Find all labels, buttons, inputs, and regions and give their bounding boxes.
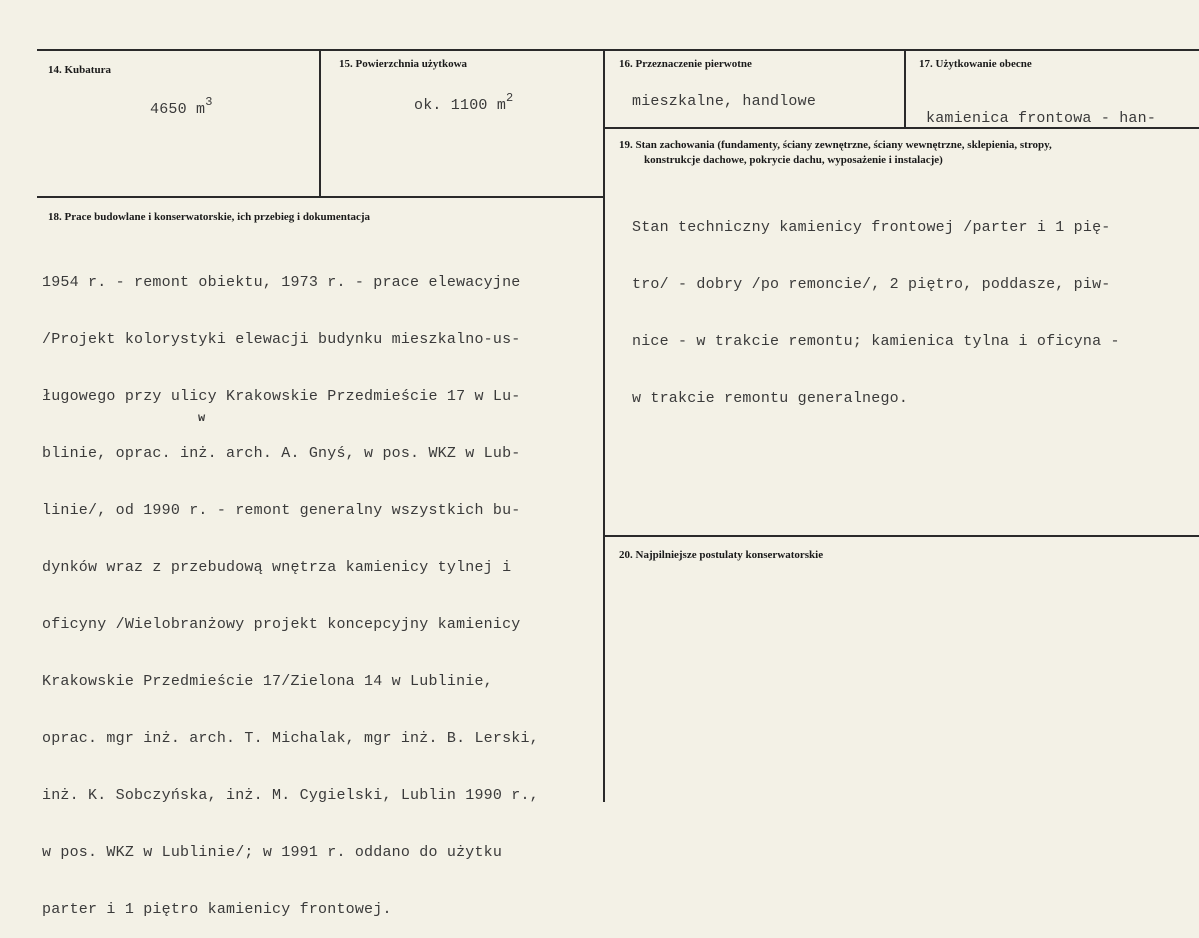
- col-divider-center: [603, 49, 605, 802]
- works-line-7: oficyny /Wielobranżowy projekt koncepcyjny kamienicy: [42, 616, 521, 633]
- cubature-value: 4650 m: [150, 101, 206, 118]
- row-divider-line-right: [603, 127, 1199, 129]
- col-divider-14-15: [319, 49, 321, 197]
- works-line-8: Krakowskie Przedmieście 17/Zielona 14 w Lublinie,: [42, 673, 493, 690]
- current-use-line-1: kamienica frontowa - han-: [926, 110, 1157, 127]
- section-18-label: 18. Prace budowlane i konserwatorskie, ich przebieg i dokumentacja: [48, 211, 371, 223]
- works-line-6: dynków wraz z przebudową wnętrza kamienicy tylnej i: [42, 559, 512, 576]
- section-14-value: [150, 97, 213, 118]
- section-18-text: [42, 235, 539, 938]
- condition-line-3: nice - w trakcie remontu; kamienica tylna i oficyna -: [632, 333, 1120, 350]
- section-20-label: 20. Najpilniejsze postulaty konserwatorskie: [619, 549, 824, 561]
- handwritten-insert-mark: w: [198, 411, 206, 425]
- works-line-2: /Projekt kolorystyki elewacji budynku mieszkalno-us-: [42, 331, 521, 348]
- section-20-divider-line: [603, 535, 1199, 537]
- section-16-label: 16. Przeznaczenie pierwotne: [619, 58, 752, 70]
- section-17-text: [926, 74, 1156, 127]
- section-19-label-line-1: 19. Stan zachowania (fundamenty, ściany zewnętrzne, ściany wewnętrzne, sklepienia, stropy,: [619, 139, 1052, 151]
- condition-line-2: tro/ - dobry /po remoncie/, 2 piętro, poddasze, piw-: [632, 276, 1111, 293]
- usable-area-unit-exponent: 2: [506, 91, 514, 105]
- section-14-label: 14. Kubatura: [48, 64, 111, 76]
- condition-line-4: w trakcie remontu generalnego.: [632, 390, 909, 407]
- works-line-12: parter i 1 piętro kamienicy frontowej.: [42, 901, 392, 918]
- works-line-9: oprac. mgr inż. arch. T. Michalak, mgr inż. B. Lerski,: [42, 730, 539, 747]
- section-15-value: [414, 93, 513, 114]
- section-16-value: mieszkalne, handlowe: [632, 93, 817, 110]
- top-border-line: [37, 49, 1199, 51]
- section-19-label-line-2: konstrukcje dachowe, pokrycie dachu, wyposażenie i instalacje): [644, 154, 943, 166]
- works-line-1: 1954 r. - remont obiektu, 1973 r. - prace elewacyjne: [42, 274, 521, 291]
- works-line-4: blinie, oprac. inż. arch. A. Gnyś, w pos. WKZ w Lub-: [42, 445, 521, 462]
- works-line-10: inż. K. Sobczyńska, inż. M. Cygielski, Lublin 1990 r.,: [42, 787, 539, 804]
- works-line-5: linie/, od 1990 r. - remont generalny wszystkich bu-: [42, 502, 521, 519]
- cubature-unit-exponent: 3: [205, 95, 213, 109]
- section-17-label: 17. Użytkowanie obecne: [919, 58, 1032, 70]
- col-divider-16-17: [904, 49, 906, 129]
- works-line-11: w pos. WKZ w Lublinie/; w 1991 r. oddano do użytku: [42, 844, 503, 861]
- section-15-label: 15. Powierzchnia użytkowa: [339, 58, 468, 70]
- works-line-3: ługowego przy ulicy Krakowskie Przedmieście 17 w Lu-: [42, 388, 521, 405]
- condition-line-1: Stan techniczny kamienicy frontowej /parter i 1 pię-: [632, 219, 1111, 236]
- usable-area-value: ok. 1100 m: [414, 97, 507, 114]
- section-19-text: [632, 180, 1120, 427]
